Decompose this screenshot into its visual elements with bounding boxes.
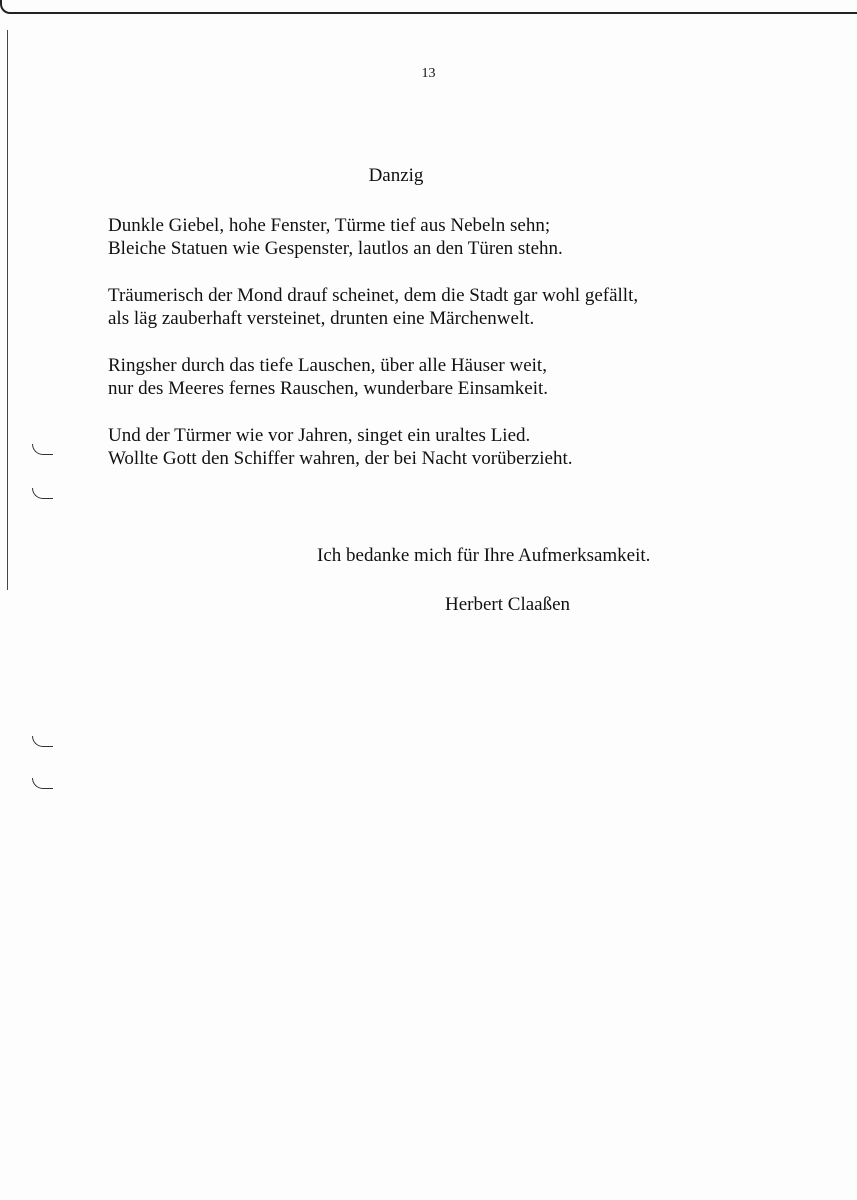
page-number: 13 bbox=[421, 66, 436, 81]
verse-line: Wollte Gott den Schiffer wahren, der bei Nacht vorüberzieht. bbox=[108, 448, 573, 469]
scan-edge-top bbox=[0, 0, 857, 14]
verse-line: Und der Türmer wie vor Jahren, singet ein uraltes Lied. bbox=[108, 425, 531, 446]
punch-hole-mark bbox=[32, 488, 53, 499]
closing-remark: Ich bedanke mich für Ihre Aufmerksamkeit. bbox=[317, 545, 651, 566]
punch-hole-mark bbox=[32, 444, 53, 455]
verse-line: Träumerisch der Mond drauf scheinet, dem die Stadt gar wohl gefällt, bbox=[108, 285, 639, 306]
poem-title: Danzig bbox=[368, 165, 424, 186]
verse-line: als läg zauberhaft versteinet, drunten eine Märchenwelt. bbox=[108, 308, 535, 329]
verse-line: nur des Meeres fernes Rauschen, wunderbare Einsamkeit. bbox=[108, 378, 549, 399]
poem-body bbox=[108, 214, 748, 494]
scan-edge-left bbox=[7, 30, 8, 590]
stanza bbox=[108, 214, 748, 260]
stanza bbox=[108, 354, 748, 400]
verse-line: Ringsher durch das tiefe Lauschen, über alle Häuser weit, bbox=[108, 355, 547, 376]
verse-line: Bleiche Statuen wie Gespenster, lautlos an den Türen stehn. bbox=[108, 238, 563, 259]
stanza bbox=[108, 284, 748, 330]
author-name: Herbert Claaßen bbox=[445, 594, 571, 615]
punch-hole-mark bbox=[32, 778, 53, 789]
stanza bbox=[108, 424, 748, 470]
verse-line: Dunkle Giebel, hohe Fenster, Türme tief aus Nebeln sehn; bbox=[108, 215, 551, 236]
punch-hole-mark bbox=[32, 736, 53, 747]
